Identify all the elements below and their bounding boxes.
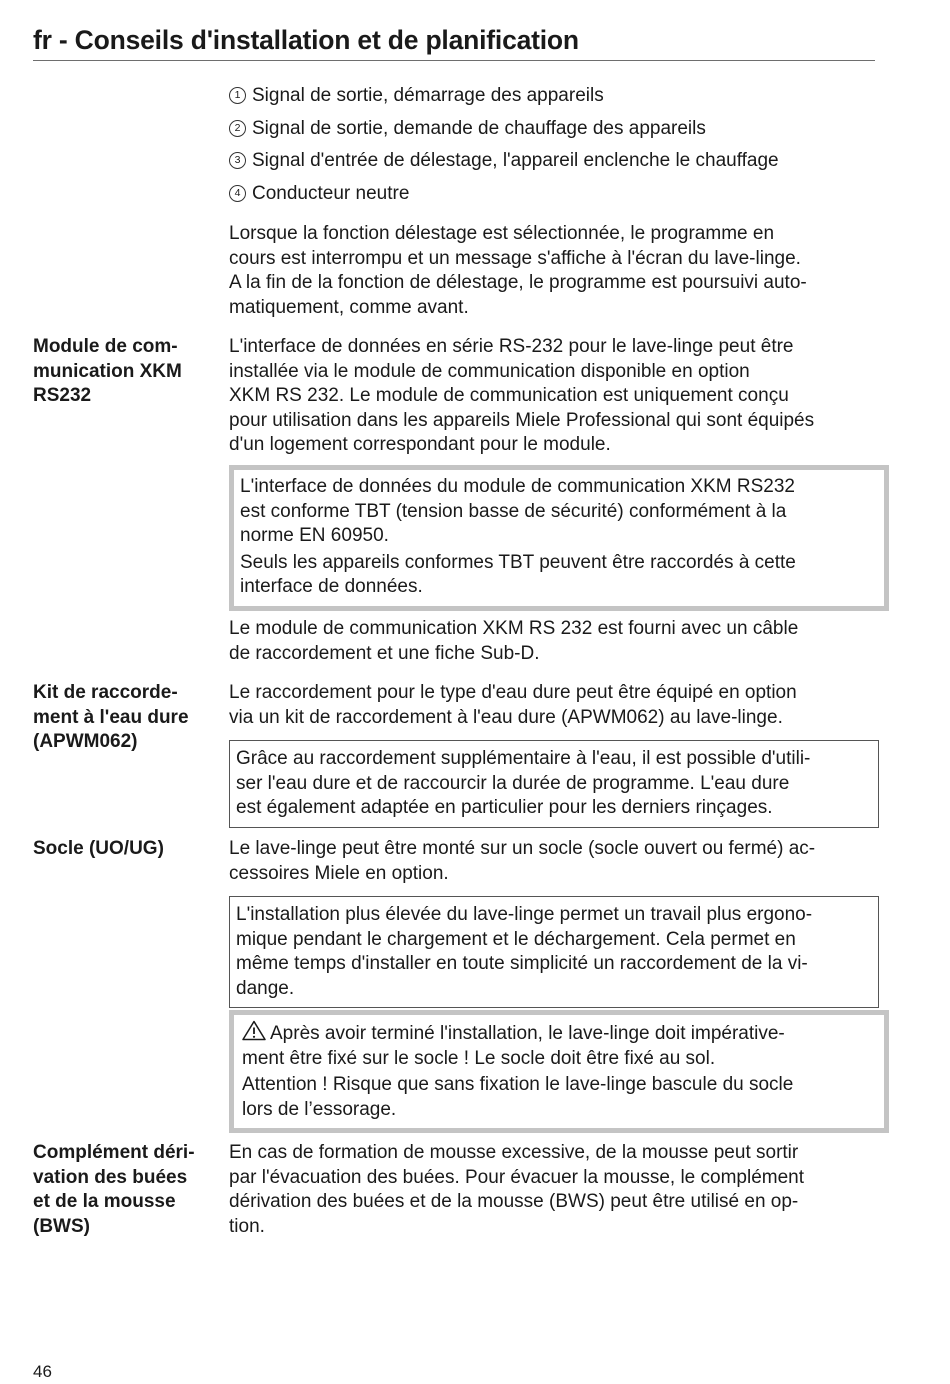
text-line: cours est interrompu et un message s'affiche à l'écran du lave-linge. bbox=[229, 247, 801, 269]
text-line: d'un logement correspondant pour le module. bbox=[229, 434, 611, 456]
list-item-text: Conducteur neutre bbox=[252, 183, 410, 204]
text-line: par l'évacuation des buées. Pour évacuer la mousse, le complément bbox=[229, 1166, 805, 1188]
text-line: Le raccordement pour le type d'eau dure peut être équipé en option bbox=[229, 682, 797, 703]
text-line: L'interface de données du module de communication XKM RS232 bbox=[240, 476, 795, 497]
label-line: (BWS) bbox=[33, 1215, 90, 1237]
text-line: de raccordement et une fiche Sub-D. bbox=[229, 642, 540, 664]
text-line: est conforme TBT (tension basse de sécurité) conformément à la bbox=[240, 500, 787, 522]
text-line: interface de données. bbox=[240, 576, 423, 598]
label-line: vation des buées bbox=[33, 1166, 188, 1188]
text-line: En cas de formation de mousse excessive, de la mousse peut sortir bbox=[229, 1142, 799, 1163]
list-item bbox=[229, 117, 706, 141]
label-line: munication XKM bbox=[33, 360, 182, 382]
text-line: Attention ! Risque que sans fixation le lave-linge bascule du socle bbox=[242, 1074, 794, 1096]
text-line: même temps d'installer en toute simplicité un raccordement de la vi- bbox=[236, 953, 808, 975]
text-line: Grâce au raccordement supplémentaire à l'eau, il est possible d'utili- bbox=[236, 748, 811, 769]
text-line: lors de l’essorage. bbox=[242, 1098, 397, 1120]
kit-paragraph bbox=[229, 681, 879, 730]
list-number-badge: 3 bbox=[229, 152, 246, 169]
text-line bbox=[240, 1020, 879, 1047]
list-item-text: Signal d'entrée de délestage, l'appareil enclenche le chauffage bbox=[252, 150, 779, 171]
text-line: via un kit de raccordement à l'eau dure (APWM062) au lave-linge. bbox=[229, 706, 783, 728]
text-line: mique pendant le chargement et le déchargement. Cela permet en bbox=[236, 928, 796, 950]
text-line: installée via le module de communication disponible en option bbox=[229, 360, 750, 382]
xkm-paragraph bbox=[229, 335, 879, 458]
socle-note-box bbox=[229, 896, 879, 1008]
label-line: (APWM062) bbox=[33, 731, 138, 753]
page-title: fr - Conseils d'installation et de planification bbox=[33, 25, 579, 55]
text-line: ser l'eau dure et de raccourcir la durée de programme. L'eau dure bbox=[236, 772, 790, 794]
text-line: cessoires Miele en option. bbox=[229, 862, 449, 884]
label-line: Kit de raccorde- bbox=[33, 682, 178, 703]
list-number-badge: 2 bbox=[229, 120, 246, 137]
warning-icon bbox=[242, 1020, 266, 1041]
text-line: matiquement, comme avant. bbox=[229, 296, 469, 318]
label-line: Socle (UO/UG) bbox=[33, 838, 164, 859]
label-line: Module de com- bbox=[33, 336, 178, 357]
text-line: est également adaptée en particulier pour les derniers rinçages. bbox=[236, 797, 773, 819]
text-line: XKM RS 232. Le module de communication est uniquement conçu bbox=[229, 385, 789, 407]
text-line: L'installation plus élevée du lave-linge permet un travail plus ergono- bbox=[236, 904, 813, 925]
section-label-kit bbox=[33, 681, 213, 755]
section-label-socle bbox=[33, 837, 213, 862]
label-line: RS232 bbox=[33, 385, 92, 407]
label-line: Complément déri- bbox=[33, 1142, 195, 1163]
warning-text: Après avoir terminé l'installation, le lave-linge doit impérative- bbox=[270, 1023, 785, 1044]
text-line: Le lave-linge peut être monté sur un socle (socle ouvert ou fermé) ac- bbox=[229, 838, 816, 859]
list-item bbox=[229, 149, 779, 173]
text-line: ment être fixé sur le socle ! Le socle doit être fixé au sol. bbox=[242, 1047, 716, 1069]
label-line: ment à l'eau dure bbox=[33, 706, 189, 728]
text-line: Seuls les appareils conformes TBT peuvent être raccordés à cette bbox=[240, 551, 796, 573]
list-item bbox=[229, 84, 604, 108]
text-line: tion. bbox=[229, 1215, 265, 1237]
xkm-after-paragraph bbox=[229, 617, 879, 666]
list-number-badge: 4 bbox=[229, 185, 246, 202]
text-line: Le module de communication XKM RS 232 est fourni avec un câble bbox=[229, 618, 799, 639]
page-header bbox=[33, 22, 875, 61]
text-line: pour utilisation dans les appareils Miele Professional qui sont équipés bbox=[229, 409, 815, 431]
label-line: et de la mousse bbox=[33, 1191, 176, 1213]
kit-note-box bbox=[229, 740, 879, 828]
text-line: L'interface de données en série RS-232 pour le lave-linge peut être bbox=[229, 336, 794, 357]
page-number: 46 bbox=[33, 1362, 52, 1381]
text-line: norme EN 60950. bbox=[240, 525, 389, 547]
section-label-bws bbox=[33, 1141, 213, 1239]
bws-paragraph bbox=[229, 1141, 879, 1239]
text-line: dange. bbox=[236, 977, 295, 999]
list-item-text: Signal de sortie, demande de chauffage des appareils bbox=[252, 118, 706, 139]
text-line: Lorsque la fonction délestage est sélectionnée, le programme en bbox=[229, 223, 775, 244]
socle-paragraph bbox=[229, 837, 879, 886]
intro-paragraph bbox=[229, 222, 879, 320]
text-line: dérivation des buées et de la mousse (BWS) peut être utilisé en op- bbox=[229, 1191, 799, 1213]
list-item-text: Signal de sortie, démarrage des appareils bbox=[252, 85, 604, 106]
text-line: A la fin de la fonction de délestage, le programme est poursuivi auto- bbox=[229, 272, 807, 294]
xkm-note-box bbox=[229, 465, 889, 611]
socle-warning-box bbox=[229, 1010, 889, 1133]
section-label-xkm bbox=[33, 335, 213, 409]
list-item bbox=[229, 182, 409, 206]
list-number-badge: 1 bbox=[229, 87, 246, 104]
